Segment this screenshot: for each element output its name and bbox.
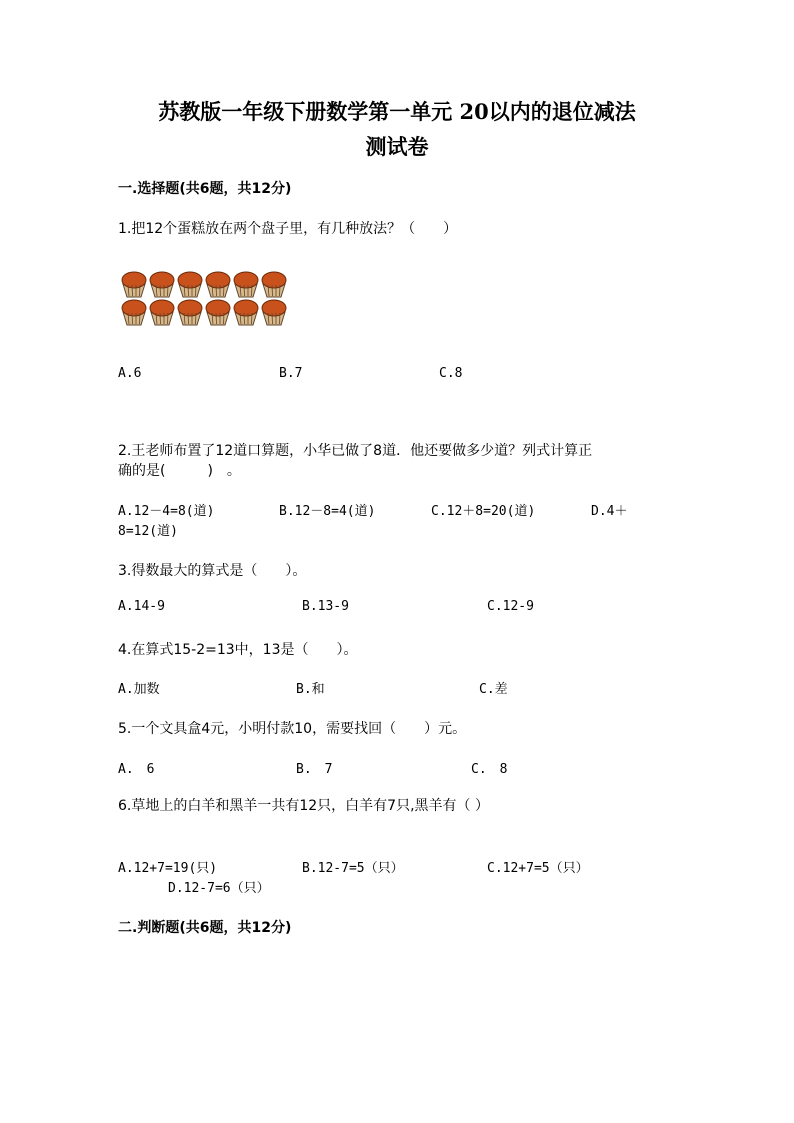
q1-option-a[interactable]: A.6 (118, 366, 142, 381)
cupcake (122, 272, 146, 297)
q5-option-a[interactable]: A. 6 (118, 762, 155, 777)
cupcake (262, 272, 286, 297)
cupcake (150, 272, 174, 297)
q4-option-b[interactable]: B.和 (296, 682, 325, 697)
q3-option-b[interactable]: B.13-9 (302, 599, 349, 614)
q3-option-c[interactable]: C.12-9 (487, 599, 534, 614)
cupcake (234, 272, 258, 297)
cupcake-icon (120, 270, 290, 326)
question-5: 5.一个文具盒4元，小明付款10，需要找回（ ）元。 (118, 721, 467, 737)
q2-option-a[interactable]: A.12－4=8(道) (118, 504, 215, 519)
q2-option-d-cont: 8=12(道) (118, 524, 178, 539)
q5-option-b[interactable]: B. 7 (296, 762, 333, 777)
q6-option-a[interactable]: A.12+7=19(只) (118, 861, 218, 876)
page-title-line2: 测试卷 (365, 134, 429, 159)
question-2: 2.王老师布置了12道口算题，小华已做了8道．他还要做多少道？列式计算正 (118, 443, 593, 459)
q5-option-c[interactable]: C. 8 (471, 762, 508, 777)
cupcake (206, 300, 230, 325)
question-2-cont: 确的是( ) 。 (118, 463, 241, 479)
cupcake (122, 300, 146, 325)
cupcake (178, 300, 202, 325)
question-1: 1.把12个蛋糕放在两个盘子里，有几种放法？（ ） (118, 221, 458, 237)
q4-option-a[interactable]: A.加数 (118, 682, 160, 697)
cupcake (150, 300, 174, 325)
q2-option-d[interactable]: D.4＋ (591, 504, 628, 519)
q1-option-b[interactable]: B.7 (279, 366, 303, 381)
question-4: 4.在算式15-2=13中，13是（ ）。 (118, 642, 358, 658)
q2-option-b[interactable]: B.12－8=4(道) (279, 504, 376, 519)
cupcake (234, 300, 258, 325)
cupcake (206, 272, 230, 297)
q1-option-c[interactable]: C.8 (439, 366, 463, 381)
q6-option-b[interactable]: B.12-7=5（只） (302, 861, 404, 876)
q6-option-c[interactable]: C.12+7=5（只） (487, 861, 589, 876)
question-3: 3.得数最大的算式是（ ）。 (118, 563, 307, 579)
q4-option-c[interactable]: C.差 (479, 682, 508, 697)
cupcake (178, 272, 202, 297)
cupcake (262, 300, 286, 325)
q6-option-d[interactable]: D.12-7=6（只） (168, 881, 270, 896)
section-heading-choice: 一.选择题(共6题，共12分) (118, 181, 292, 197)
section-heading-judgement: 二.判断题(共6题，共12分) (118, 920, 292, 936)
q3-option-a[interactable]: A.14-9 (118, 599, 165, 614)
page-title: 苏教版一年级下册数学第一单元 20以内的退位减法 (158, 99, 636, 124)
q2-option-c[interactable]: C.12＋8=20(道) (431, 504, 536, 519)
question-6: 6.草地上的白羊和黑羊一共有12只，白羊有7只,黑羊有（ ） (118, 798, 489, 814)
